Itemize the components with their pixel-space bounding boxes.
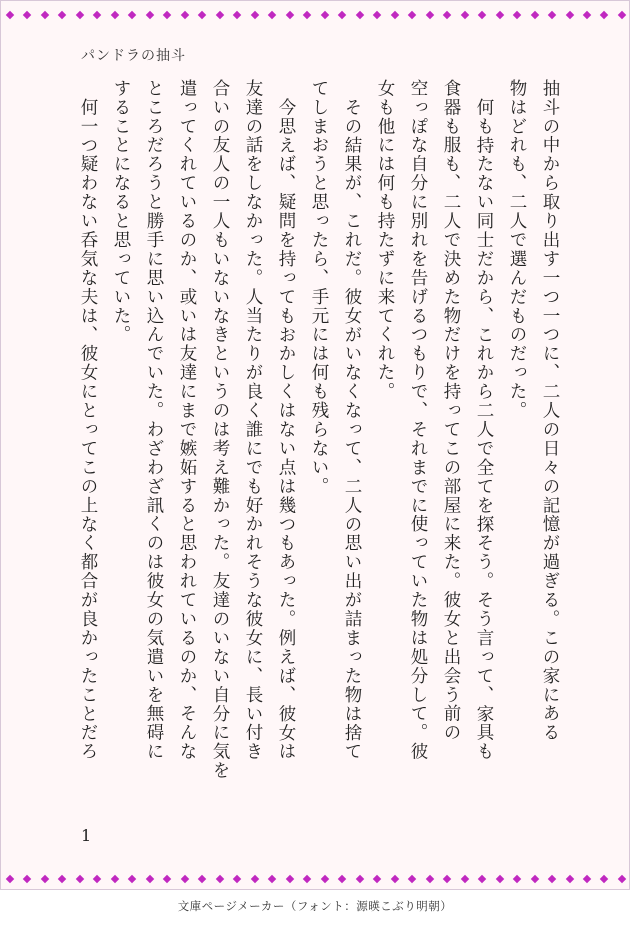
vertical-text-body [71,79,566,824]
diamond-ornament [216,11,224,19]
diamond-ornament [146,11,154,19]
diamond-ornament [355,11,363,19]
diamond-ornament [58,875,66,883]
page-header-title: パンドラの抽斗 [81,48,186,64]
diamond-ornament [338,875,346,883]
text-column-10: 友達の話をしなかった。人当たりが良く誰にでも好かれそうな彼女に、長い付き [243,79,263,762]
diamond-ornament [23,11,31,19]
text-column-9: 今思えば、疑問を持ってもおかしくはない点は幾つもあった。例えば、彼女は [276,98,296,762]
text-column-6: 女も他には何も持たずに来てくれた。 [375,79,395,402]
diamond-ornament [618,875,626,883]
diamond-ornament [478,11,486,19]
diamond-ornament [286,11,294,19]
diamond-ornament [425,875,433,883]
diamond-ornament [565,11,573,19]
text-column-4: 食器も服も、二人で決めた物だけを持ってこの部屋に来た。彼女と出会う前の [441,79,461,743]
diamond-ornament [6,875,14,883]
diamond-ornament [390,875,398,883]
diamond-ornament [198,875,206,883]
diamond-ornament [548,11,556,19]
diamond-ornament [320,875,328,883]
diamond-ornament [618,11,626,19]
diamond-ornament [128,875,136,883]
diamond-ornament [443,11,451,19]
diamond-ornament [530,875,538,883]
diamond-ornament [111,875,119,883]
diamond-ornament [76,875,84,883]
text-column-7: その結果が、これだ。彼女がいなくなって、二人の思い出が詰まった物は捨て [342,98,362,762]
diamond-ornament [600,875,608,883]
text-column-5: 空っぽな自分に別れを告げるつもりで、それまでに使っていた物は処分して。彼 [408,79,428,762]
diamond-ornament [338,11,346,19]
diamond-ornament [163,875,171,883]
diamond-ornament [233,11,241,19]
diamond-ornament [495,875,503,883]
text-column-14: することになると思っていた。 [111,79,131,345]
diamond-ornament [93,11,101,19]
diamond-ornament [41,11,49,19]
diamond-ornament [198,11,206,19]
diamond-ornament [408,11,416,19]
diamond-ornament [373,11,381,19]
diamond-ornament [583,11,591,19]
diamond-ornament [513,875,521,883]
diamond-ornament [76,11,84,19]
diamond-ornament [460,11,468,19]
bottom-diamond-border [7,873,625,885]
diamond-ornament [93,875,101,883]
diamond-ornament [23,875,31,883]
diamond-ornament [303,11,311,19]
diamond-ornament [530,11,538,19]
diamond-ornament [373,875,381,883]
diamond-ornament [216,875,224,883]
text-column-12: 遣ってくれているのか、或いは友達にまで嫉妬すると思われているのか、そんな [177,79,197,762]
text-column-1: 抽斗の中から取り出す一つ一つに、二人の日々の記憶が過ぎる。この家にある [540,79,560,743]
diamond-ornament [251,11,259,19]
diamond-ornament [600,11,608,19]
text-column-3: 何も持たない同士だから、これから二人で全てを探そう。そう言って、家具も [474,98,494,762]
diamond-ornament [320,11,328,19]
diamond-ornament [268,875,276,883]
top-diamond-border [7,9,625,21]
diamond-ornament [268,11,276,19]
diamond-ornament [251,875,259,883]
text-column-15: 何一つ疑わない呑気な夫は、彼女にとってこの上なく都合が良かったことだろ [78,98,98,762]
diamond-ornament [355,875,363,883]
text-column-8: てしまおうと思ったら、手元には何も残らない。 [309,79,329,496]
diamond-ornament [41,875,49,883]
diamond-ornament [163,11,171,19]
text-column-2: 物はどれも、二人で選んだものだった。 [507,79,527,421]
diamond-ornament [565,875,573,883]
diamond-ornament [58,11,66,19]
diamond-ornament [583,875,591,883]
diamond-ornament [128,11,136,19]
diamond-ornament [408,875,416,883]
diamond-ornament [181,11,189,19]
diamond-ornament [460,875,468,883]
diamond-ornament [390,11,398,19]
diamond-ornament [548,875,556,883]
text-column-13: ところだろうと勝手に思い込んでいた。わざわざ訊くのは彼女の気遣いを無碍に [144,79,164,762]
footer-credit: 文庫ページメーカー（フォント：源暎こぶり明朝） [177,899,453,913]
diamond-ornament [146,875,154,883]
diamond-ornament [6,11,14,19]
diamond-ornament [478,875,486,883]
diamond-ornament [286,875,294,883]
diamond-ornament [111,11,119,19]
diamond-ornament [425,11,433,19]
diamond-ornament [443,875,451,883]
diamond-ornament [181,875,189,883]
diamond-ornament [495,11,503,19]
page-number: 1 [81,826,92,845]
diamond-ornament [513,11,521,19]
diamond-ornament [233,875,241,883]
diamond-ornament [303,875,311,883]
text-column-11: 合いの友人の一人もいないなきというのは考え難かった。友達のいない自分に気を [210,79,230,781]
